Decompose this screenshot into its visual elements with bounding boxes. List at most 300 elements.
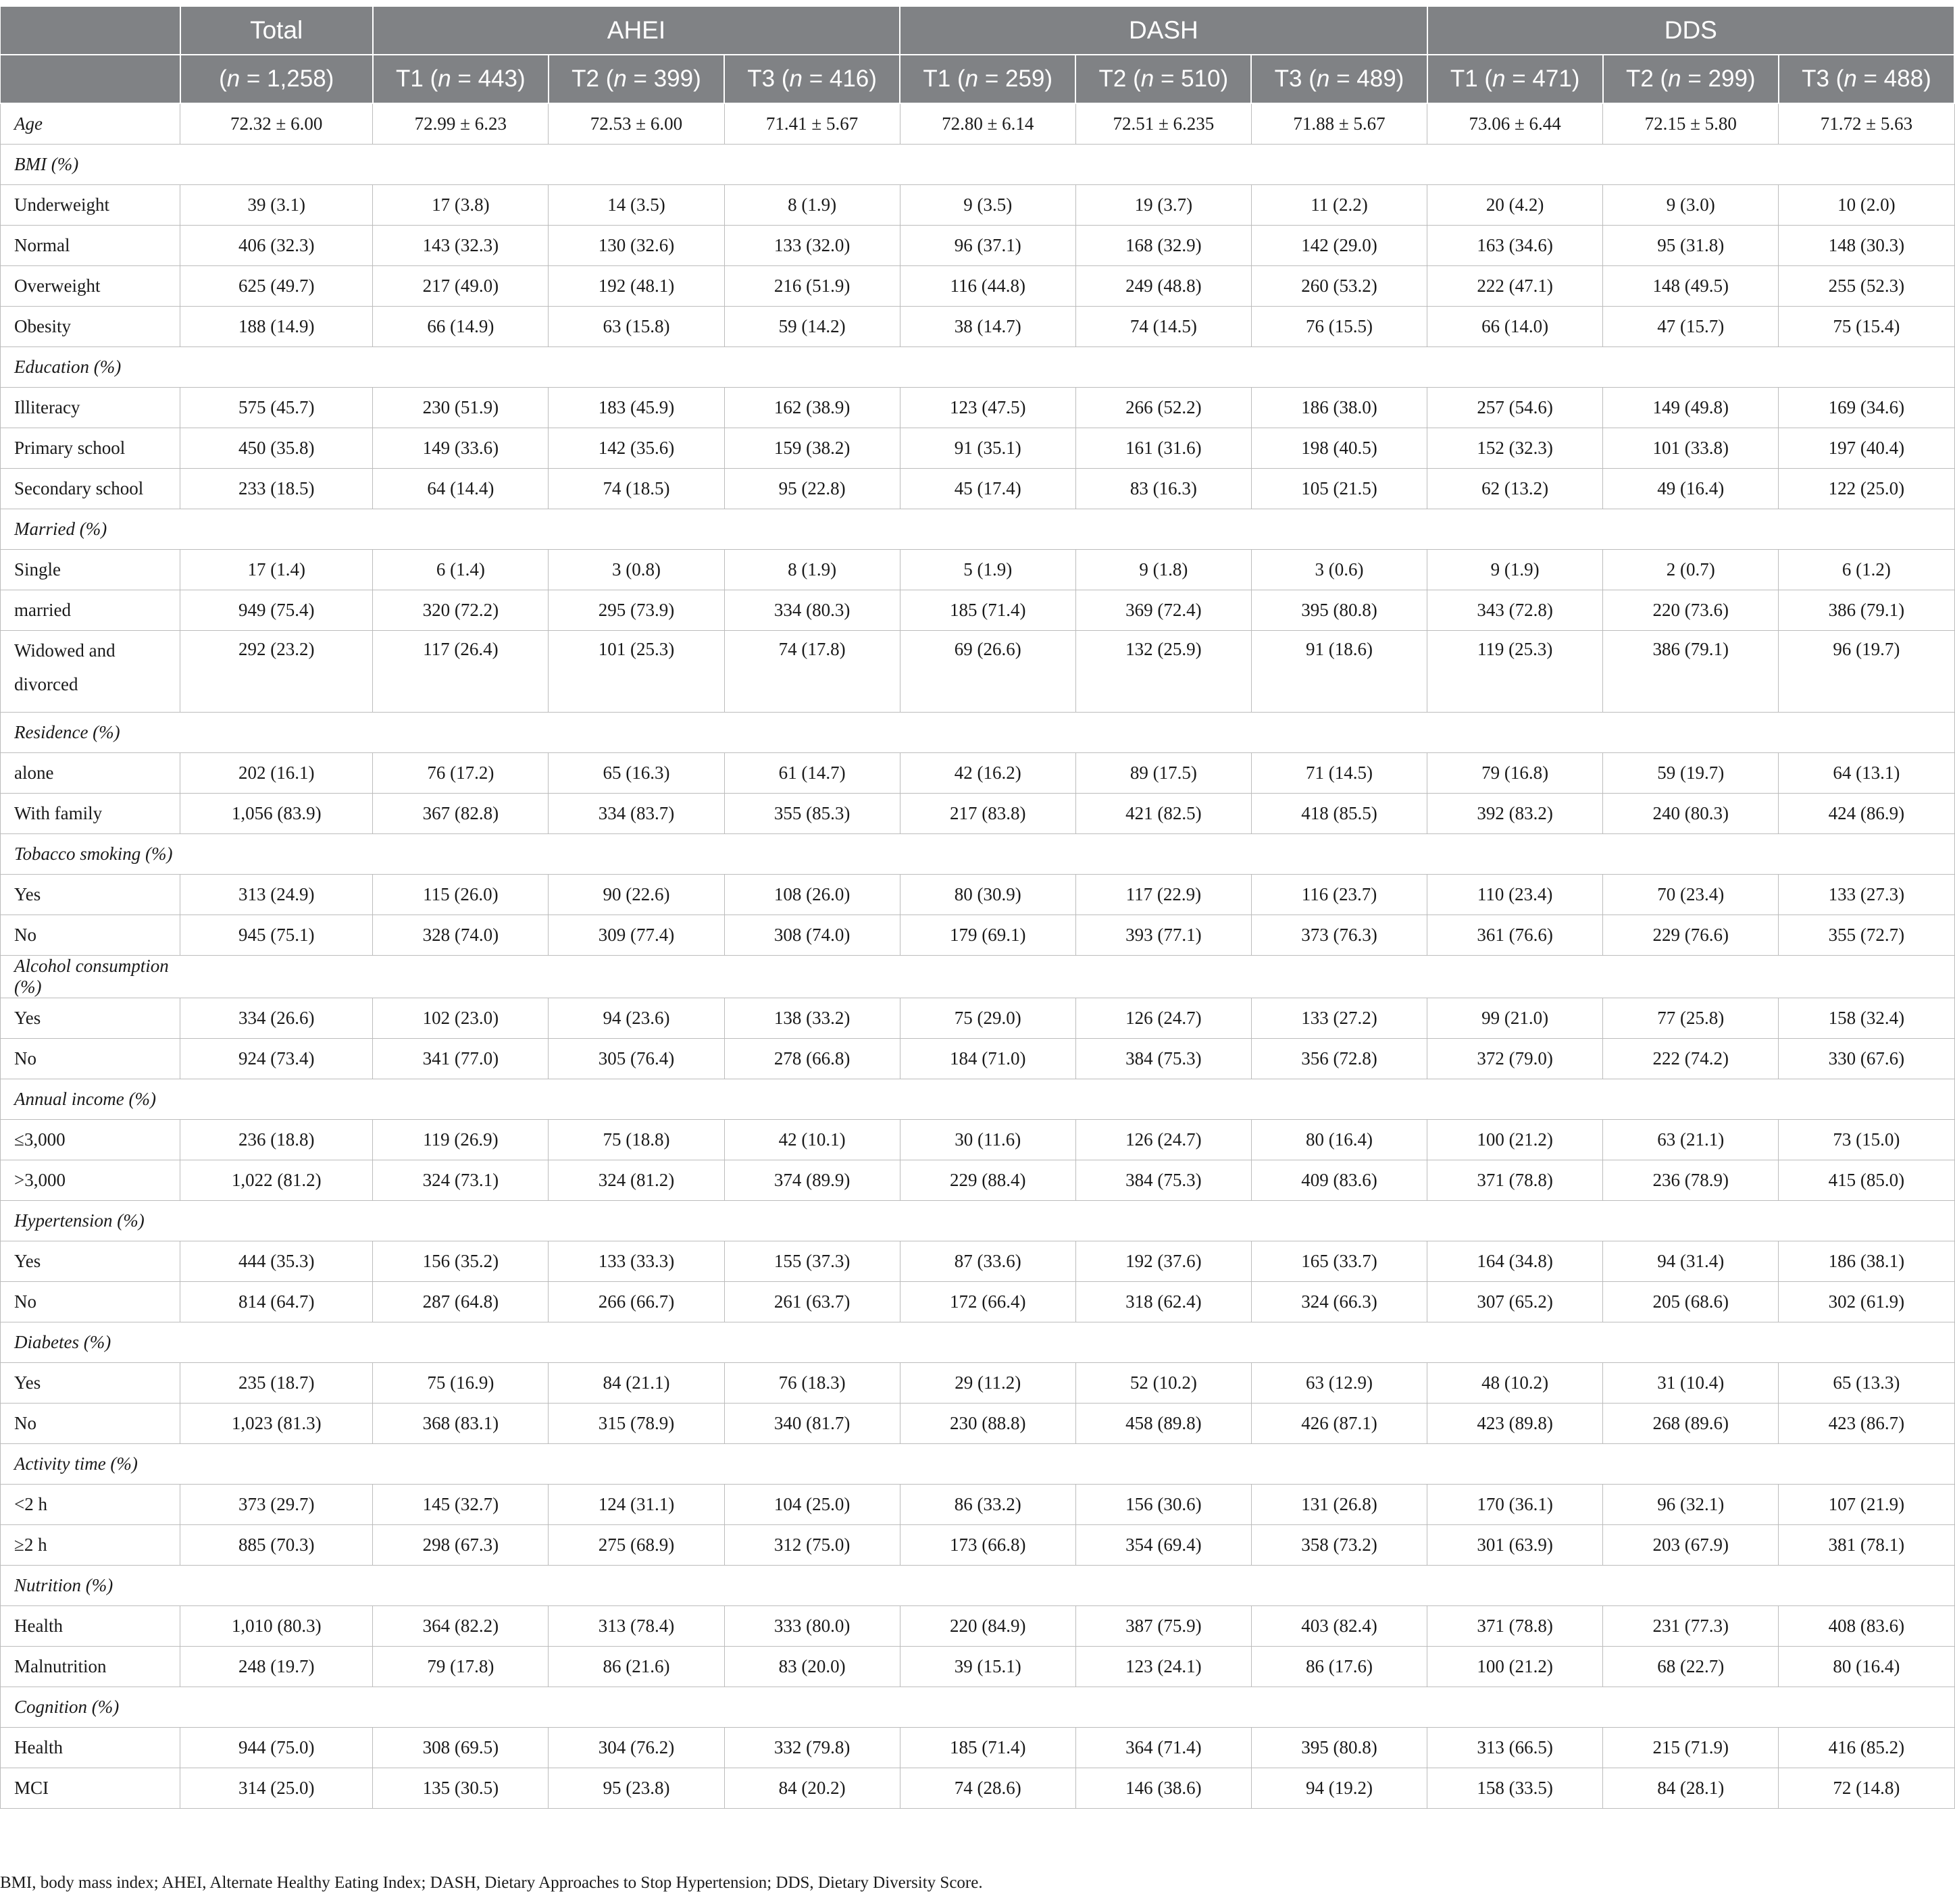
section-empty-cell (1779, 956, 1954, 998)
cell-value: 84 (20.2) (724, 1768, 900, 1809)
cell-value: 945 (75.1) (180, 915, 373, 956)
cell-value: 458 (89.8) (1075, 1404, 1251, 1444)
cell-value: 343 (72.8) (1427, 590, 1603, 631)
section-empty-cell (1603, 1566, 1779, 1606)
table-body (1, 103, 1955, 1809)
header-subgroup-1 (549, 55, 724, 103)
table-row (1, 1282, 1955, 1322)
cell-value: 8 (1.9) (724, 185, 900, 226)
cell-value: 86 (21.6) (549, 1647, 724, 1687)
cell-value: 135 (30.5) (373, 1768, 549, 1809)
cell-value: 361 (76.6) (1427, 915, 1603, 956)
subgroup-tertile: T3 (747, 66, 782, 92)
section-label: Alcohol consumption (%) (1, 956, 180, 998)
cell-value: 814 (64.7) (180, 1282, 373, 1322)
cell-value: 315 (78.9) (549, 1404, 724, 1444)
section-label: Education (%) (1, 347, 180, 388)
cell-value: 123 (24.1) (1075, 1647, 1251, 1687)
header-subgroup-7 (1603, 55, 1779, 103)
cell-value: 133 (27.3) (1779, 875, 1954, 915)
table-row (1, 875, 1955, 915)
cell-value: 95 (31.8) (1603, 226, 1779, 266)
cell-value: 8 (1.9) (724, 550, 900, 590)
subgroup-tertile: T2 (1098, 66, 1134, 92)
cell-value: 99 (21.0) (1427, 998, 1603, 1039)
cell-value: 260 (53.2) (1251, 266, 1427, 307)
section-empty-cell (549, 713, 724, 753)
cell-value: 19 (3.7) (1075, 185, 1251, 226)
section-empty-cell (1427, 509, 1603, 550)
cell-value: 231 (77.3) (1603, 1606, 1779, 1647)
cell-value: 74 (17.8) (724, 631, 900, 713)
cell-value: 148 (30.3) (1779, 226, 1954, 266)
section-empty-cell (180, 1444, 373, 1485)
cell-value: 76 (15.5) (1251, 307, 1427, 347)
cell-value: 159 (38.2) (724, 428, 900, 469)
section-empty-cell (1779, 1079, 1954, 1120)
cell-value: 80 (16.4) (1251, 1120, 1427, 1160)
header-group-dds: DDS (1427, 6, 1954, 55)
cell-value: 73.06 ± 6.44 (1427, 103, 1603, 145)
cell-value: 96 (19.7) (1779, 631, 1954, 713)
cell-value: 105 (21.5) (1251, 469, 1427, 509)
cell-value: 75 (29.0) (900, 998, 1075, 1039)
cell-value: 72.32 ± 6.00 (180, 103, 373, 145)
cell-value: 9 (1.9) (1427, 550, 1603, 590)
section-empty-cell (1075, 956, 1251, 998)
row-label: No (1, 1282, 180, 1322)
section-label: Annual income (%) (1, 1079, 180, 1120)
cell-value: 173 (66.8) (900, 1525, 1075, 1566)
cell-value: 220 (73.6) (1603, 590, 1779, 631)
cell-value: 30 (11.6) (900, 1120, 1075, 1160)
section-empty-cell (1251, 1201, 1427, 1241)
section-empty-cell (1075, 509, 1251, 550)
section-empty-cell (373, 956, 549, 998)
cell-value: 75 (16.9) (373, 1363, 549, 1404)
cell-value: 373 (76.3) (1251, 915, 1427, 956)
cell-value: 66 (14.0) (1427, 307, 1603, 347)
cell-value: 45 (17.4) (900, 469, 1075, 509)
section-empty-cell (724, 347, 900, 388)
table-row (1, 1241, 1955, 1282)
cell-value: 324 (66.3) (1251, 1282, 1427, 1322)
cell-value: 6 (1.2) (1779, 550, 1954, 590)
section-empty-cell (724, 1566, 900, 1606)
row-label: No (1, 1404, 180, 1444)
section-empty-cell (1427, 1687, 1603, 1728)
section-label: Diabetes (%) (1, 1322, 180, 1363)
cell-value: 72.51 ± 6.235 (1075, 103, 1251, 145)
cell-value: 333 (80.0) (724, 1606, 900, 1647)
row-label: Underweight (1, 185, 180, 226)
section-empty-cell (1779, 1201, 1954, 1241)
cell-value: 80 (16.4) (1779, 1647, 1954, 1687)
section-empty-cell (1075, 1079, 1251, 1120)
section-header-row (1, 347, 1955, 388)
subgroup-n: (n = 489) (1309, 66, 1404, 92)
cell-value: 949 (75.4) (180, 590, 373, 631)
section-header-row (1, 1079, 1955, 1120)
cell-value: 236 (18.8) (180, 1120, 373, 1160)
table-container (0, 5, 1955, 1809)
table-row (1, 753, 1955, 794)
section-empty-cell (1075, 347, 1251, 388)
cell-value: 197 (40.4) (1779, 428, 1954, 469)
table-row (1, 1606, 1955, 1647)
cell-value: 96 (37.1) (900, 226, 1075, 266)
cell-value: 100 (21.2) (1427, 1120, 1603, 1160)
section-empty-cell (1251, 145, 1427, 185)
cell-value: 65 (13.3) (1779, 1363, 1954, 1404)
section-empty-cell (1251, 1322, 1427, 1363)
cell-value: 292 (23.2) (180, 631, 373, 713)
cell-value: 115 (26.0) (373, 875, 549, 915)
section-header-row (1, 834, 1955, 875)
cell-value: 9 (1.8) (1075, 550, 1251, 590)
cell-value: 575 (45.7) (180, 388, 373, 428)
table-row (1, 1404, 1955, 1444)
cell-value: 104 (25.0) (724, 1485, 900, 1525)
section-empty-cell (1603, 145, 1779, 185)
cell-value: 364 (71.4) (1075, 1728, 1251, 1768)
section-empty-cell (549, 956, 724, 998)
section-empty-cell (180, 956, 373, 998)
table-row (1, 388, 1955, 428)
cell-value: 162 (38.9) (724, 388, 900, 428)
section-empty-cell (373, 713, 549, 753)
cell-value: 240 (80.3) (1603, 794, 1779, 834)
cell-value: 3 (0.6) (1251, 550, 1427, 590)
section-empty-cell (1603, 1444, 1779, 1485)
header-group-dash: DASH (900, 6, 1427, 55)
row-label: <2 h (1, 1485, 180, 1525)
row-label: Health (1, 1728, 180, 1768)
cell-value: 186 (38.1) (1779, 1241, 1954, 1282)
table-row (1, 428, 1955, 469)
header-subgroup-5 (1251, 55, 1427, 103)
section-empty-cell (724, 509, 900, 550)
cell-value: 222 (47.1) (1427, 266, 1603, 307)
section-empty-cell (724, 956, 900, 998)
cell-value: 324 (81.2) (549, 1160, 724, 1201)
cell-value: 330 (67.6) (1779, 1039, 1954, 1079)
section-empty-cell (1075, 1322, 1251, 1363)
header-total-n: (n = 1,258) (180, 55, 373, 103)
cell-value: 76 (18.3) (724, 1363, 900, 1404)
cell-value: 10 (2.0) (1779, 185, 1954, 226)
cell-value: 395 (80.8) (1251, 590, 1427, 631)
cell-value: 94 (19.2) (1251, 1768, 1427, 1809)
cell-value: 75 (18.8) (549, 1120, 724, 1160)
header-subgroup-6 (1427, 55, 1603, 103)
cell-value: 59 (19.7) (1603, 753, 1779, 794)
subgroup-tertile: T1 (923, 66, 957, 92)
table-row (1, 103, 1955, 145)
table-row (1, 469, 1955, 509)
cell-value: 313 (24.9) (180, 875, 373, 915)
cell-value: 3 (0.8) (549, 550, 724, 590)
cell-value: 74 (18.5) (549, 469, 724, 509)
section-empty-cell (1603, 1322, 1779, 1363)
cell-value: 179 (69.1) (900, 915, 1075, 956)
cell-value: 222 (74.2) (1603, 1039, 1779, 1079)
cell-value: 14 (3.5) (549, 185, 724, 226)
cell-value: 217 (49.0) (373, 266, 549, 307)
section-empty-cell (180, 834, 373, 875)
section-empty-cell (549, 834, 724, 875)
subgroup-tertile: T1 (1450, 66, 1485, 92)
cell-value: 384 (75.3) (1075, 1039, 1251, 1079)
cell-value: 79 (16.8) (1427, 753, 1603, 794)
section-empty-cell (549, 1201, 724, 1241)
cell-value: 42 (10.1) (724, 1120, 900, 1160)
cell-value: 163 (34.6) (1427, 226, 1603, 266)
cell-value: 108 (26.0) (724, 875, 900, 915)
section-empty-cell (724, 1079, 900, 1120)
cell-value: 885 (70.3) (180, 1525, 373, 1566)
section-empty-cell (1603, 1687, 1779, 1728)
section-empty-cell (1251, 1079, 1427, 1120)
section-empty-cell (373, 509, 549, 550)
row-label: Yes (1, 1363, 180, 1404)
section-empty-cell (1779, 1566, 1954, 1606)
section-label: Tobacco smoking (%) (1, 834, 180, 875)
table-row (1, 226, 1955, 266)
section-empty-cell (549, 509, 724, 550)
header-group-total: Total (180, 6, 373, 55)
cell-value: 73 (15.0) (1779, 1120, 1954, 1160)
subgroup-n: (n = 259) (957, 66, 1053, 92)
cell-value: 423 (89.8) (1427, 1404, 1603, 1444)
section-empty-cell (549, 1444, 724, 1485)
cell-value: 72.99 ± 6.23 (373, 103, 549, 145)
section-empty-cell (724, 1322, 900, 1363)
subgroup-tertile: T2 (572, 66, 606, 92)
cell-value: 312 (75.0) (724, 1525, 900, 1566)
cell-value: 216 (51.9) (724, 266, 900, 307)
cell-value: 373 (29.7) (180, 1485, 373, 1525)
header-subgroup-0 (373, 55, 549, 103)
cell-value: 355 (85.3) (724, 794, 900, 834)
cell-value: 1,023 (81.3) (180, 1404, 373, 1444)
row-label: Age (1, 103, 180, 145)
cell-value: 84 (28.1) (1603, 1768, 1779, 1809)
cell-value: 64 (14.4) (373, 469, 549, 509)
cell-value: 415 (85.0) (1779, 1160, 1954, 1201)
cell-value: 374 (89.9) (724, 1160, 900, 1201)
subgroup-n: (n = 443) (430, 66, 526, 92)
cell-value: 313 (66.5) (1427, 1728, 1603, 1768)
cell-value: 117 (22.9) (1075, 875, 1251, 915)
cell-value: 20 (4.2) (1427, 185, 1603, 226)
table-row (1, 550, 1955, 590)
section-empty-cell (373, 1079, 549, 1120)
cell-value: 75 (15.4) (1779, 307, 1954, 347)
cell-value: 944 (75.0) (180, 1728, 373, 1768)
header-subgroup-3 (900, 55, 1075, 103)
cell-value: 11 (2.2) (1251, 185, 1427, 226)
cell-value: 52 (10.2) (1075, 1363, 1251, 1404)
section-header-row (1, 509, 1955, 550)
section-header-row (1, 1444, 1955, 1485)
cell-value: 386 (79.1) (1779, 590, 1954, 631)
cell-value: 131 (26.8) (1251, 1485, 1427, 1525)
row-label: With family (1, 794, 180, 834)
section-empty-cell (549, 1566, 724, 1606)
section-empty-cell (1075, 145, 1251, 185)
cell-value: 924 (73.4) (180, 1039, 373, 1079)
cell-value: 5 (1.9) (900, 550, 1075, 590)
cell-value: 72.53 ± 6.00 (549, 103, 724, 145)
section-empty-cell (549, 1079, 724, 1120)
section-empty-cell (1779, 347, 1954, 388)
cell-value: 186 (38.0) (1251, 388, 1427, 428)
section-empty-cell (549, 347, 724, 388)
cell-value: 102 (23.0) (373, 998, 549, 1039)
cell-value: 301 (63.9) (1427, 1525, 1603, 1566)
cell-value: 230 (51.9) (373, 388, 549, 428)
cell-value: 295 (73.9) (549, 590, 724, 631)
table-row (1, 185, 1955, 226)
cell-value: 368 (83.1) (373, 1404, 549, 1444)
section-empty-cell (900, 834, 1075, 875)
section-empty-cell (373, 1201, 549, 1241)
section-empty-cell (1075, 1687, 1251, 1728)
cell-value: 145 (32.7) (373, 1485, 549, 1525)
section-empty-cell (1251, 1444, 1427, 1485)
section-empty-cell (373, 834, 549, 875)
subgroup-tertile: T1 (396, 66, 430, 92)
section-empty-cell (1251, 834, 1427, 875)
cell-value: 203 (67.9) (1603, 1525, 1779, 1566)
section-empty-cell (373, 1444, 549, 1485)
cell-value: 354 (69.4) (1075, 1525, 1251, 1566)
section-label: BMI (%) (1, 145, 180, 185)
section-empty-cell (180, 1201, 373, 1241)
section-empty-cell (180, 1566, 373, 1606)
section-empty-cell (1075, 834, 1251, 875)
cell-value: 138 (33.2) (724, 998, 900, 1039)
section-empty-cell (900, 1322, 1075, 1363)
cell-value: 392 (83.2) (1427, 794, 1603, 834)
table-row (1, 1647, 1955, 1687)
cell-value: 72.80 ± 6.14 (900, 103, 1075, 145)
section-empty-cell (900, 1079, 1075, 1120)
cell-value: 334 (83.7) (549, 794, 724, 834)
section-label: Cognition (%) (1, 1687, 180, 1728)
row-label: Yes (1, 998, 180, 1039)
header-row-subgroups (1, 55, 1955, 103)
section-empty-cell (900, 713, 1075, 753)
section-empty-cell (1075, 1566, 1251, 1606)
cell-value: 122 (25.0) (1779, 469, 1954, 509)
cell-value: 148 (49.5) (1603, 266, 1779, 307)
cell-value: 423 (86.7) (1779, 1404, 1954, 1444)
cell-value: 63 (12.9) (1251, 1363, 1427, 1404)
section-empty-cell (180, 145, 373, 185)
section-empty-cell (1603, 1079, 1779, 1120)
cell-value: 133 (27.2) (1251, 998, 1427, 1039)
header-row-groups (1, 6, 1955, 55)
row-label: Health (1, 1606, 180, 1647)
cell-value: 95 (23.8) (549, 1768, 724, 1809)
cell-value: 275 (68.9) (549, 1525, 724, 1566)
cell-value: 198 (40.5) (1251, 428, 1427, 469)
cell-value: 236 (78.9) (1603, 1160, 1779, 1201)
cell-value: 230 (88.8) (900, 1404, 1075, 1444)
cell-value: 94 (23.6) (549, 998, 724, 1039)
section-empty-cell (1427, 347, 1603, 388)
section-empty-cell (900, 1444, 1075, 1485)
cell-value: 371 (78.8) (1427, 1160, 1603, 1201)
cell-value: 156 (35.2) (373, 1241, 549, 1282)
row-label: Yes (1, 1241, 180, 1282)
row-label: Yes (1, 875, 180, 915)
cell-value: 74 (28.6) (900, 1768, 1075, 1809)
section-empty-cell (1603, 834, 1779, 875)
section-empty-cell (1075, 713, 1251, 753)
cell-value: 126 (24.7) (1075, 998, 1251, 1039)
section-empty-cell (180, 1079, 373, 1120)
subgroup-n: (n = 299) (1660, 66, 1756, 92)
cell-value: 406 (32.3) (180, 226, 373, 266)
subgroup-n: (n = 510) (1133, 66, 1229, 92)
cell-value: 79 (17.8) (373, 1647, 549, 1687)
section-empty-cell (373, 1687, 549, 1728)
section-empty-cell (900, 1566, 1075, 1606)
section-empty-cell (373, 347, 549, 388)
cell-value: 71.72 ± 5.63 (1779, 103, 1954, 145)
cell-value: 170 (36.1) (1427, 1485, 1603, 1525)
cell-value: 229 (76.6) (1603, 915, 1779, 956)
section-empty-cell (724, 145, 900, 185)
section-empty-cell (549, 1322, 724, 1363)
cell-value: 298 (67.3) (373, 1525, 549, 1566)
section-empty-cell (1427, 1566, 1603, 1606)
section-empty-cell (1251, 1566, 1427, 1606)
cell-value: 184 (71.0) (900, 1039, 1075, 1079)
cell-value: 183 (45.9) (549, 388, 724, 428)
cell-value: 107 (21.9) (1779, 1485, 1954, 1525)
row-label: ≥2 h (1, 1525, 180, 1566)
cell-value: 188 (14.9) (180, 307, 373, 347)
header-group-ahei: AHEI (373, 6, 900, 55)
cell-value: 101 (25.3) (549, 631, 724, 713)
cell-value: 356 (72.8) (1251, 1039, 1427, 1079)
baseline-characteristics-table (0, 5, 1955, 1809)
cell-value: 83 (20.0) (724, 1647, 900, 1687)
cell-value: 132 (25.9) (1075, 631, 1251, 713)
section-empty-cell (180, 347, 373, 388)
cell-value: 364 (82.2) (373, 1606, 549, 1647)
cell-value: 220 (84.9) (900, 1606, 1075, 1647)
cell-value: 119 (25.3) (1427, 631, 1603, 713)
cell-value: 309 (77.4) (549, 915, 724, 956)
cell-value: 66 (14.9) (373, 307, 549, 347)
section-label: Married (%) (1, 509, 180, 550)
cell-value: 77 (25.8) (1603, 998, 1779, 1039)
cell-value: 165 (33.7) (1251, 1241, 1427, 1282)
section-empty-cell (1779, 1322, 1954, 1363)
cell-value: 2 (0.7) (1603, 550, 1779, 590)
cell-value: 89 (17.5) (1075, 753, 1251, 794)
cell-value: 9 (3.5) (900, 185, 1075, 226)
cell-value: 90 (22.6) (549, 875, 724, 915)
header-blank-cell (1, 6, 180, 55)
cell-value: 1,022 (81.2) (180, 1160, 373, 1201)
section-empty-cell (1603, 713, 1779, 753)
